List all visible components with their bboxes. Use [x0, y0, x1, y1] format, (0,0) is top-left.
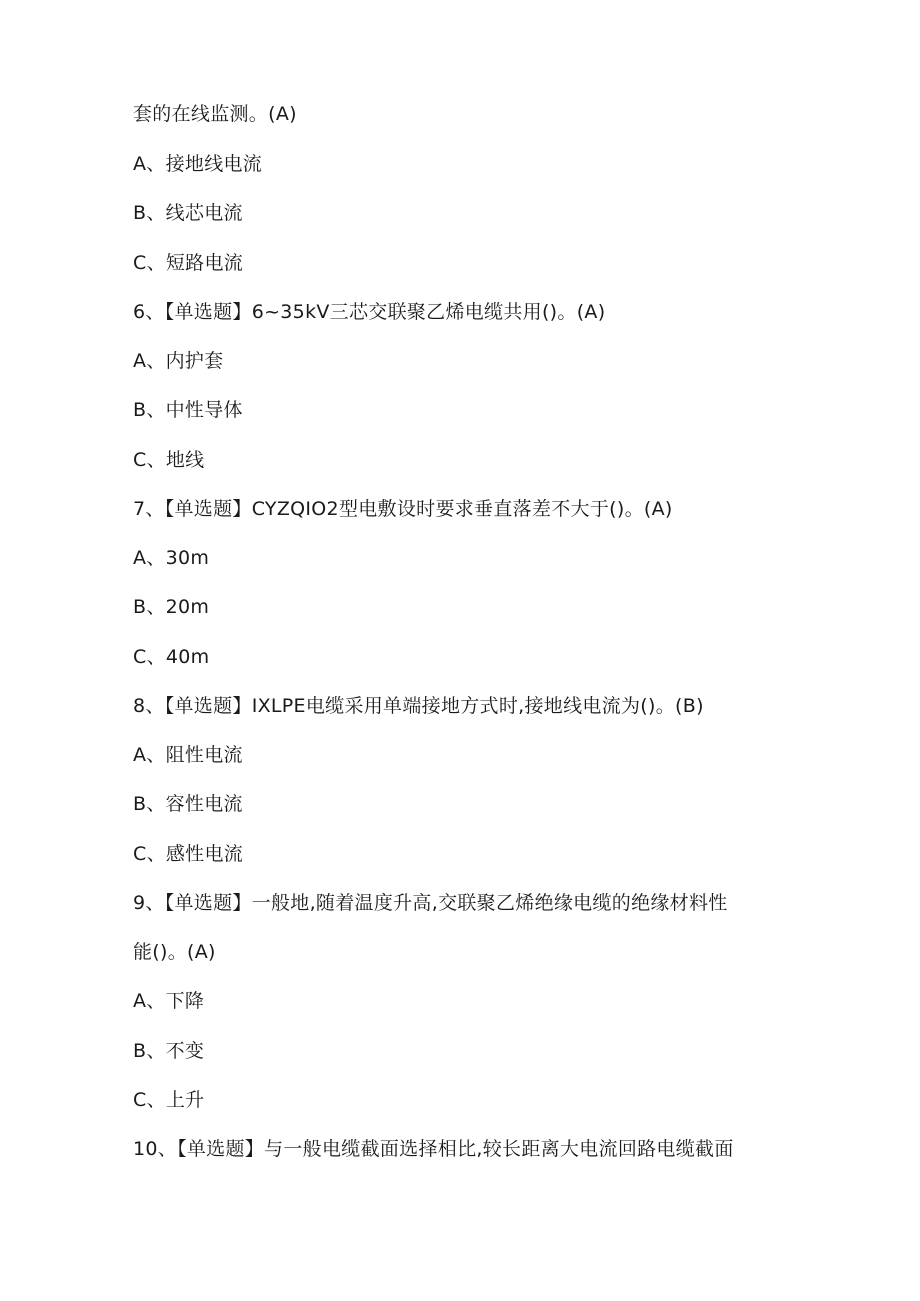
question-9-option-c: C、上升: [133, 1089, 205, 1111]
question-9-stem: 9、【单选题】一般地,随着温度升高,交联聚乙烯绝缘电缆的绝缘材料性: [133, 892, 728, 914]
question-9-stem-continuation: 能()。(A): [133, 941, 216, 963]
question-6-option-a: A、内护套: [133, 350, 224, 372]
question-6-option-b: B、中性导体: [133, 399, 243, 421]
question-7-stem: 7、【单选题】CYZQIO2型电敷设时要求垂直落差不大于()。(A): [133, 498, 673, 520]
question-9-option-b: B、不变: [133, 1040, 205, 1062]
question-7-option-c: C、40m: [133, 646, 210, 668]
question-6-option-c: C、地线: [133, 449, 205, 471]
question-5-stem-continuation: 套的在线监测。(A): [133, 103, 297, 125]
question-5-option-a: A、接地线电流: [133, 153, 263, 175]
question-8-option-c: C、感性电流: [133, 843, 244, 865]
question-8-option-b: B、容性电流: [133, 793, 243, 815]
question-7-option-a: A、30m: [133, 547, 210, 569]
question-9-option-a: A、下降: [133, 990, 205, 1012]
question-10-stem: 10、【单选题】与一般电缆截面选择相比,较长距离大电流回路电缆截面: [133, 1138, 734, 1160]
question-5-option-c: C、短路电流: [133, 252, 244, 274]
question-6-stem: 6、【单选题】6~35kV三芯交联聚乙烯电缆共用()。(A): [133, 301, 606, 323]
question-8-stem: 8、【单选题】IXLPE电缆采用单端接地方式时,接地线电流为()。(B): [133, 695, 704, 717]
question-7-option-b: B、20m: [133, 596, 210, 618]
question-5-option-b: B、线芯电流: [133, 202, 243, 224]
question-8-option-a: A、阻性电流: [133, 744, 243, 766]
